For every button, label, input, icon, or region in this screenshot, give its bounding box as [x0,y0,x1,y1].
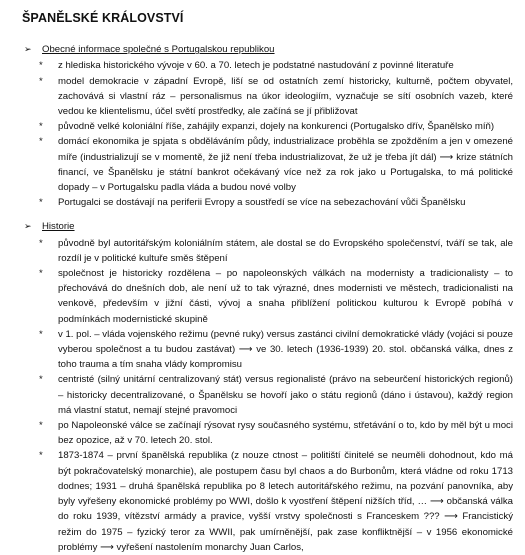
bullet-list [22,58,513,210]
list-item [22,195,513,210]
section-heading-text: Obecné informace společné s Portugalskou republikou [42,44,275,56]
document-title: ŠPANĚLSKÉ KRÁLOVSTVÍ [22,11,184,25]
section-heading-text: Historie [42,221,75,233]
list-item-text: původně velké koloniální říše, zahájily expanzi, dojely na konkurenci (Portugalsko dřív, Španělsko míň) [58,121,495,133]
arrow-bullet-icon: ➢ [24,44,32,55]
list-item [22,448,513,554]
asterisk-bullet-icon: * [39,60,43,72]
list-item-text: společnost je historicky rozdělena – po napoleonských válkách na modernisty a tradicionalisty – to přechovává do dnešních dob, ale není už to tak výrazné, dnes modernisti ve městech, tradicionalisti na venkově, především v jižní části, vývoj a snaha přiblížení politickou kulturou k Evropě pobíhá v podmínkách modernistické skupině [58,268,513,325]
asterisk-bullet-icon: * [39,268,43,280]
list-item-text: 1873-1874 – první španělská republika (z nouze ctnost – politiští činitelé se neuměli dohodnout, kdo má být pokračovatelský monarchie), ale postupem času byl chaos a do Burbonům, která vládne od roku 1713 dodnes; 1931 – druhá španělská republika po 8 letech autoritářského režimu, na pozvání panovníka, aby byly vyřešeny ekonomické problémy po WWI, došlo k vyostření štěpení nižších tříd, … ⟶ občanská válka do roku 1939, vítězství armády a pravice, vyšší vrstvy společnosti s Franceskem ??? ⟶ Francistický režim do 1975 – fyzický teror za WWII, pak umírněnější, pak zase konfliktnější – v 1956 ekonomické problémy ⟶ vyřešení nastolením monarchy Juan Carlos, [58,450,513,553]
list-item [22,74,513,120]
list-item-text: původně byl autoritářským koloniálním státem, ale dostal se do Evropského společenství, tváří se tak, ale rozdíl je v politické kultuře směs štěpení [58,237,513,264]
list-item-text: po Napoleonské válce se začínají rýsovat rysy současného systému, střetávání o to, kdo by měl být u moci bez opozice, až v 70. letech 20. stol. [58,420,513,447]
list-item [22,327,513,373]
section-heading [22,42,513,57]
asterisk-bullet-icon: * [39,450,43,462]
asterisk-bullet-icon: * [39,374,43,386]
list-item [22,134,513,195]
list-item-text: Portugalci se dostávají na periferii Evropy a soustředí se více na sebezachování vůči Španělsku [58,197,466,209]
asterisk-bullet-icon: * [39,75,43,87]
bullet-list [22,236,513,555]
asterisk-bullet-icon: * [39,420,43,432]
list-item-text: centristé (silný unitární centralizovaný stát) versus regionalisté (právo na sebeurčení historických regionů) – historicky decentralizované, o Španělsku se hovoří jako o státu regionů (dáno i ústavou), každý region má vlastní statut, nemají stejné pravomoci [58,374,513,416]
asterisk-bullet-icon: * [39,136,43,148]
list-item [22,119,513,134]
list-item-text: domácí ekonomika je spjata s obděláváním půdy, industrializace proběhla se zpožděním a jen v omezené míře (industrializují se v momentě, že již není třeba industrializovat, že už je třeba jít dál) ⟶ krize státních financí, ve Španělsku je státní bankrot očekávaný více než za rok jako u Portugalska, to má politické dopady – v Portugalsku padla vláda a budou nové volby [58,136,513,194]
list-item [22,236,513,266]
section-heading [22,219,513,234]
list-item [22,58,513,73]
list-item [22,418,513,448]
section-history [22,219,513,554]
list-item [22,372,513,418]
asterisk-bullet-icon: * [39,121,43,133]
list-item-text: v 1. pol. – vláda vojenského režimu (pevné ruky) versus zastánci civilní demokratické vlády (vojáci si pouze vyberou společnost a tu budou zastávat) ⟶ ve 30. letech (1936-1939) 20. stol. občanská válka, dnes z toho trauma a tím snaha vlády kompromisu [58,328,513,371]
list-item-text: z hlediska historického vývoje v 60. a 70. letech je podstatné nastudování z povinné literatuře [58,60,454,72]
list-item-text: model demokracie v západní Evropě, liší se od ostatních zemí historicky, kulturně, počtem obyvatel, zachovává si vlastní ráz – personalismus na úkor ideologiím, vyznačuje se sítí osobních vazeb, které vedou ke klientelismu, účel světí prostředky, ale začíná se jí přibližovat [58,75,513,118]
asterisk-bullet-icon: * [39,237,43,249]
section-general-info [22,42,513,210]
arrow-bullet-icon: ➢ [24,221,32,232]
asterisk-bullet-icon: * [39,328,43,340]
asterisk-bullet-icon: * [39,197,43,209]
list-item [22,266,513,327]
